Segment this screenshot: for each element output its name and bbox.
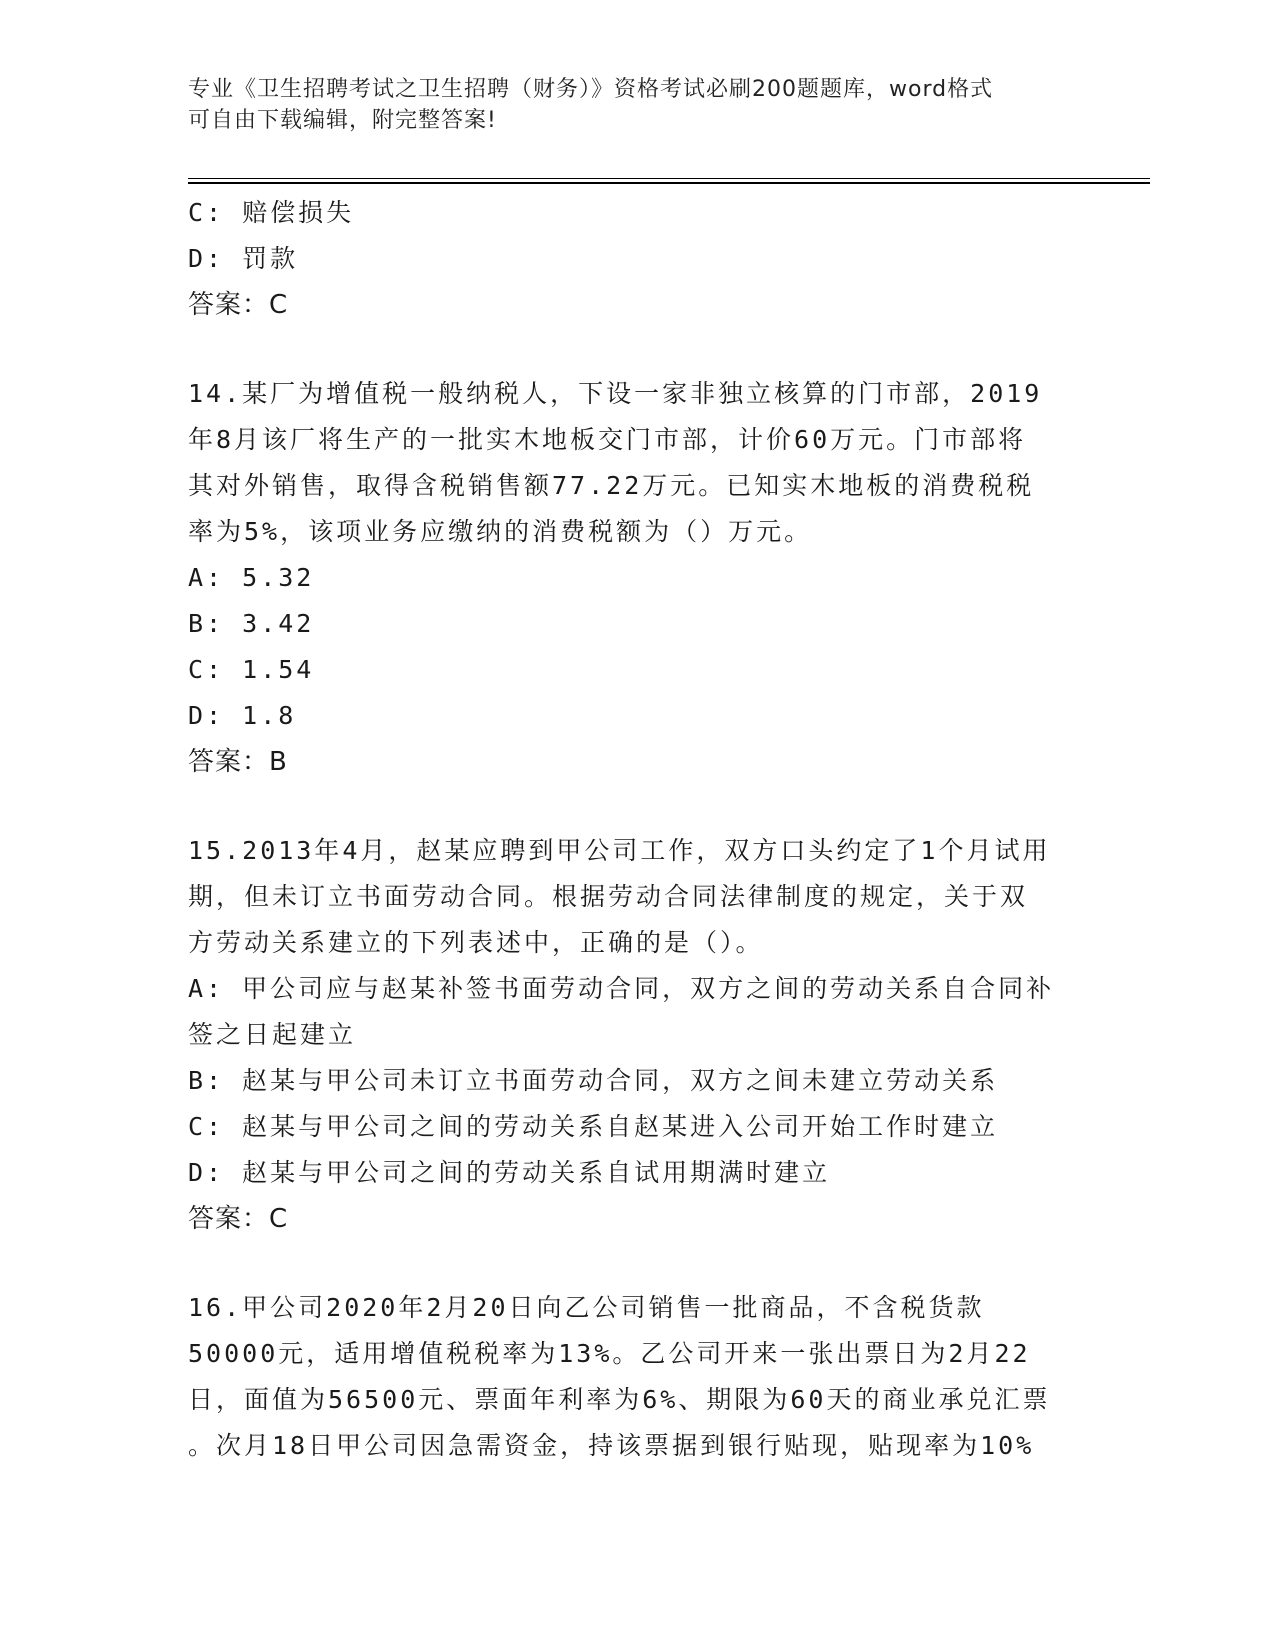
question-text-line: 50000元，适用增值税税率为13%。乙公司开来一张出票日为2月22 — [188, 1339, 1031, 1368]
question-text-line: 16.甲公司2020年2月20日向乙公司销售一批商品，不含税货款 — [188, 1293, 985, 1322]
question-text-line: 其对外销售，取得含税销售额77.22万元。已知实木地板的消费税税 — [188, 471, 1035, 500]
option-b: B: 赵某与甲公司未订立书面劳动合同，双方之间未建立劳动关系 — [188, 1066, 999, 1095]
option-d: D: 1.8 — [188, 701, 297, 730]
question-text-line: 。次月18日甲公司因急需资金，持该票据到银行贴现，贴现率为10% — [188, 1431, 1035, 1460]
document-body — [188, 190, 1088, 1469]
option-a: A: 甲公司应与赵某补签书面劳动合同，双方之间的劳动关系自合同补 — [188, 974, 1055, 1003]
question-text-line: 年8月该厂将生产的一批实木地板交门市部，计价60万元。门市部将 — [188, 425, 1027, 454]
option-c: C: 赔偿损失 — [188, 198, 355, 227]
option-d: D: 赵某与甲公司之间的劳动关系自试用期满时建立 — [188, 1158, 831, 1187]
header-divider-thin — [188, 178, 1150, 179]
header-title-line-1: 专业《卫生招聘考试之卫生招聘（财务）》资格考试必刷200题题库，word格式 — [188, 77, 994, 102]
question-text-line: 15.2013年4月，赵某应聘到甲公司工作，双方口头约定了1个月试用 — [188, 836, 1051, 865]
prev-question-block — [188, 190, 1088, 328]
question-14 — [188, 371, 1088, 785]
page-header — [188, 74, 1088, 136]
question-number: 15. — [188, 836, 243, 865]
answer-line: 答案：C — [188, 290, 289, 320]
question-15 — [188, 828, 1088, 1242]
option-b: B: 3.42 — [188, 609, 315, 638]
option-d: D: 罚款 — [188, 244, 299, 273]
question-text-line: 率为5%，该项业务应缴纳的消费税额为（）万元。 — [188, 517, 813, 546]
option-a: A: 5.32 — [188, 563, 315, 592]
question-number: 16. — [188, 1293, 243, 1322]
question-text-line: 14.某厂为增值税一般纳税人，下设一家非独立核算的门市部，2019 — [188, 379, 1043, 408]
question-text-line: 方劳动关系建立的下列表述中，正确的是（）。 — [188, 928, 764, 957]
question-16 — [188, 1285, 1088, 1469]
header-divider-thick — [188, 182, 1150, 184]
question-number: 14. — [188, 379, 243, 408]
option-a-continued: 签之日起建立 — [188, 1020, 357, 1049]
question-text-line: 日，面值为56500元、票面年利率为6%、期限为60天的商业承兑汇票 — [188, 1385, 1051, 1414]
question-text-line: 期，但未订立书面劳动合同。根据劳动合同法律制度的规定，关于双 — [188, 882, 1029, 911]
header-title-line-2: 可自由下载编辑，附完整答案! — [188, 108, 497, 133]
option-c: C: 赵某与甲公司之间的劳动关系自赵某进入公司开始工作时建立 — [188, 1112, 999, 1141]
answer-line: 答案：B — [188, 747, 288, 777]
answer-line: 答案：C — [188, 1204, 289, 1234]
option-c: C: 1.54 — [188, 655, 315, 684]
